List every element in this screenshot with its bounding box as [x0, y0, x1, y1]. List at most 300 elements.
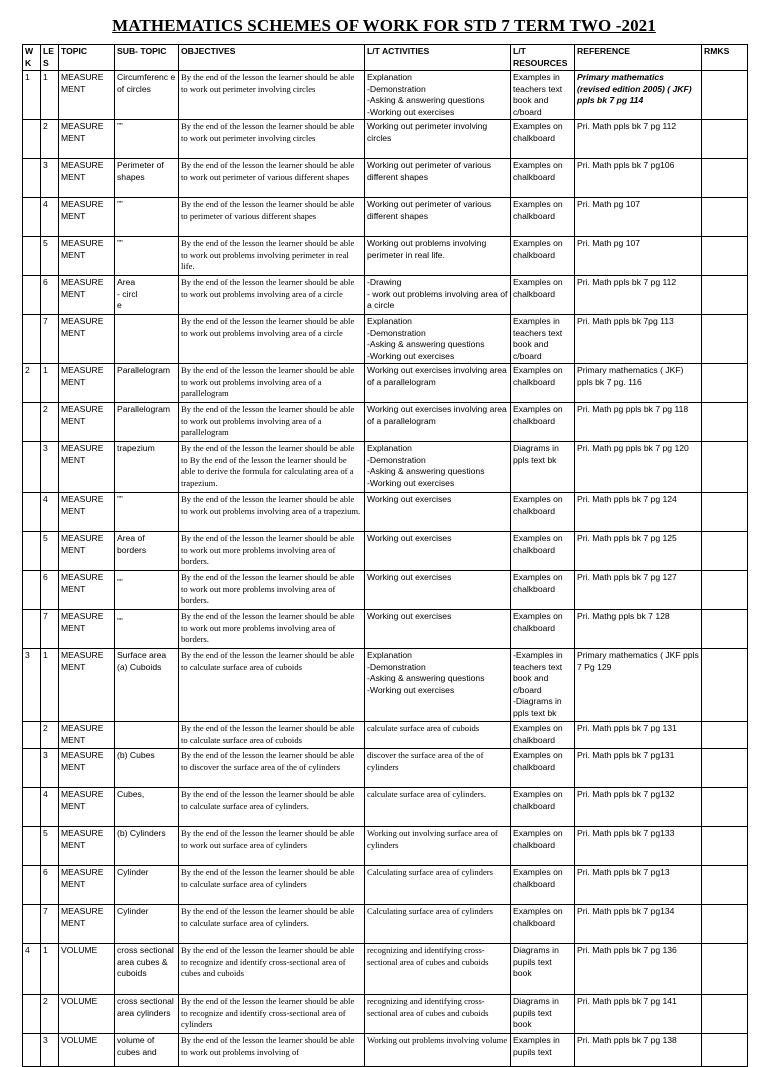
remarks-cell-text [704, 316, 745, 362]
week-cell-text: 4 [25, 945, 30, 955]
lesson-cell-text: 3 [43, 160, 48, 171]
resources-cell-text: Examples on chalkboard [513, 906, 563, 928]
lesson-cell-text: 2 [43, 723, 48, 733]
remarks-cell-text [704, 945, 745, 993]
topic-cell-text: MEASURE MENT [61, 238, 104, 260]
activities-cell [365, 71, 511, 120]
lesson-cell-text: 1 [43, 365, 48, 376]
activities-cell-text: Working out involving surface area of cylinders [367, 828, 498, 850]
activities-cell-text: Explanation -Demonstration -Asking & answering questions -Working out exercises [367, 650, 485, 695]
week-cell [23, 442, 41, 493]
week-cell-text [25, 443, 38, 491]
subtopic-cell [115, 364, 179, 403]
objectives-cell [179, 995, 365, 1034]
reference-cell [575, 827, 702, 866]
resources-cell [511, 995, 575, 1034]
reference-cell-text: Primary mathematics ( JKF ppls 7 Pg 129 [577, 650, 699, 672]
topic-cell [59, 749, 115, 788]
objectives-cell [179, 442, 365, 493]
reference-cell-text: Pri. Math ppls bk 7 pg133 [577, 828, 675, 838]
reference-cell-text: Pri. Math ppls bk 7 pg 124 [577, 494, 677, 505]
resources-cell-text: Examples in teachers text book and c/board [513, 72, 563, 117]
resources-cell [511, 749, 575, 788]
activities-cell-text: Explanation -Demonstration -Asking & answering questions -Working out exercises [367, 443, 485, 488]
lesson-cell [41, 237, 59, 276]
week-cell-text [25, 404, 38, 440]
subtopic-cell-text: Parallelogram [117, 365, 171, 376]
subtopic-cell-text: Area of borders [117, 533, 147, 555]
subtopic-cell [115, 159, 179, 198]
week-cell-text [25, 572, 38, 608]
remarks-cell-text [704, 867, 745, 903]
reference-cell-text: Pri. Math ppls bk 7 pg 125 [577, 533, 677, 544]
week-cell-text [25, 1035, 38, 1065]
table-row [23, 722, 748, 749]
reference-cell-text: Pri. Math ppls bk 7pg 113 [577, 316, 674, 327]
activities-cell-text: Working out exercises [367, 494, 452, 505]
topic-cell [59, 237, 115, 276]
subtopic-cell [115, 493, 179, 532]
remarks-cell [702, 610, 748, 649]
resources-cell [511, 944, 575, 995]
lesson-cell [41, 610, 59, 649]
subtopic-cell [115, 827, 179, 866]
objectives-cell [179, 120, 365, 159]
reference-cell-text: Primary mathematics ( JKF) ppls bk 7 pg. 116 [577, 365, 684, 387]
remarks-cell [702, 749, 748, 788]
remarks-cell [702, 995, 748, 1034]
remarks-cell-text [704, 828, 745, 864]
table-row [23, 749, 748, 788]
objectives-cell-text: By the end of the lesson the learner should be able to recognize and identify cross-sectional area of cylinders [181, 996, 355, 1030]
topic-cell-text: MEASURE MENT [61, 316, 104, 338]
week-cell [23, 532, 41, 571]
reference-cell [575, 442, 702, 493]
subtopic-cell [115, 944, 179, 995]
activities-cell [365, 944, 511, 995]
objectives-cell [179, 493, 365, 532]
objectives-cell-text: By the end of the lesson the learner should be able to work out problems involving area of a circle [181, 277, 355, 299]
reference-cell [575, 120, 702, 159]
subtopic-cell-text: ”” [117, 494, 123, 505]
lesson-cell [41, 749, 59, 788]
header-reference: REFERENCE [575, 45, 702, 71]
topic-cell-text: MEASURE MENT [61, 494, 104, 516]
lesson-cell [41, 866, 59, 905]
activities-cell [365, 1034, 511, 1067]
objectives-cell [179, 71, 365, 120]
topic-cell-text: MEASURE MENT [61, 572, 104, 594]
remarks-cell [702, 827, 748, 866]
resources-cell [511, 1034, 575, 1067]
lesson-cell-text: 2 [43, 121, 48, 132]
week-cell-text [25, 160, 38, 196]
week-cell [23, 198, 41, 237]
table-row [23, 610, 748, 649]
resources-cell [511, 827, 575, 866]
topic-cell-text: MEASURE MENT [61, 906, 104, 928]
resources-cell [511, 315, 575, 364]
remarks-cell [702, 722, 748, 749]
subtopic-cell [115, 649, 179, 722]
objectives-cell-text: By the end of the lesson the learner should be able to work out problems involving area of a trapezium. [181, 494, 361, 516]
reference-cell [575, 159, 702, 198]
week-cell [23, 120, 41, 159]
week-cell-text [25, 121, 38, 157]
week-cell [23, 788, 41, 827]
reference-cell-text: Pri. Math pg 107 [577, 199, 641, 210]
remarks-cell-text [704, 160, 745, 196]
table-row [23, 944, 748, 995]
header-topic: TOPIC [59, 45, 115, 71]
table-row [23, 120, 748, 159]
remarks-cell-text [704, 238, 745, 274]
activities-cell [365, 493, 511, 532]
activities-cell [365, 788, 511, 827]
lesson-cell-text: 2 [43, 996, 48, 1006]
remarks-cell [702, 364, 748, 403]
week-cell [23, 649, 41, 722]
resources-cell [511, 159, 575, 198]
subtopic-cell [115, 1034, 179, 1067]
reference-cell [575, 905, 702, 944]
topic-cell-text: VOLUME [61, 996, 98, 1006]
topic-cell-text: MEASURE MENT [61, 723, 104, 745]
topic-cell [59, 315, 115, 364]
resources-cell [511, 788, 575, 827]
reference-cell [575, 571, 702, 610]
lesson-cell [41, 159, 59, 198]
objectives-cell [179, 1034, 365, 1067]
reference-cell [575, 995, 702, 1034]
lesson-cell-text: 1 [43, 72, 48, 83]
week-cell [23, 995, 41, 1034]
objectives-cell [179, 315, 365, 364]
objectives-cell [179, 749, 365, 788]
resources-cell-text: Examples on chalkboard [513, 828, 563, 850]
reference-cell-text: Pri. Math ppls bk 7 pg 131 [577, 723, 677, 733]
objectives-cell-text: By the end of the lesson the learner should be able to work out problems involving perimeter in real life. [181, 238, 355, 272]
resources-cell-text: Examples in pupils text [513, 1035, 560, 1057]
remarks-cell-text [704, 121, 745, 157]
activities-cell-text: Working out exercises involving area of a parallelogram [367, 365, 507, 387]
objectives-cell [179, 610, 365, 649]
topic-cell-text: VOLUME [61, 1035, 98, 1045]
week-cell [23, 364, 41, 403]
objectives-cell [179, 866, 365, 905]
objectives-cell-text: By the end of the lesson the learner should be able to work out perimeter of various different shapes [181, 160, 355, 182]
subtopic-cell-text: cross sectional area cylinders [117, 996, 174, 1018]
activities-cell [365, 442, 511, 493]
activities-cell [365, 315, 511, 364]
subtopic-cell-text: Cylinder [117, 867, 149, 877]
activities-cell [365, 120, 511, 159]
lesson-cell [41, 120, 59, 159]
reference-cell-text: Pri. Math ppls bk 7 pg106 [577, 160, 675, 171]
remarks-cell-text [704, 365, 745, 401]
subtopic-cell-text: (b) Cylinders [117, 828, 166, 838]
week-cell [23, 403, 41, 442]
lesson-cell-text: 5 [43, 533, 48, 544]
objectives-cell [179, 276, 365, 315]
subtopic-cell [115, 722, 179, 749]
topic-cell [59, 276, 115, 315]
subtopic-cell-text: Parallelogram [117, 404, 171, 415]
remarks-cell [702, 571, 748, 610]
objectives-cell-text: By the end of the lesson the learner should be able to work out perimeter involving circles [181, 121, 355, 143]
subtopic-cell-text: „„ [117, 611, 123, 621]
lesson-cell-text: 7 [43, 611, 48, 621]
lesson-cell [41, 71, 59, 120]
objectives-cell [179, 571, 365, 610]
reference-cell [575, 722, 702, 749]
resources-cell [511, 905, 575, 944]
table-row [23, 827, 748, 866]
subtopic-cell-text: Cylinder [117, 906, 149, 916]
objectives-cell-text: By the end of the lesson the learner should be able to calculate surface area of cylinders [181, 867, 355, 889]
lesson-cell-text: 1 [43, 945, 48, 955]
remarks-cell [702, 905, 748, 944]
subtopic-cell [115, 610, 179, 649]
week-cell-text [25, 750, 38, 786]
topic-cell-text: MEASURE MENT [61, 828, 104, 850]
week-cell-text [25, 828, 38, 864]
topic-cell-text: MEASURE MENT [61, 443, 104, 465]
subtopic-cell-text: ”” [117, 121, 123, 132]
topic-cell [59, 159, 115, 198]
reference-cell-text: Pri. Math pg ppls bk 7 pg 118 [577, 404, 689, 415]
objectives-cell [179, 722, 365, 749]
topic-cell-text: VOLUME [61, 945, 98, 955]
topic-cell [59, 610, 115, 649]
week-cell [23, 315, 41, 364]
resources-cell-text: Examples in teachers text book and c/board [513, 316, 563, 361]
table-row [23, 571, 748, 610]
subtopic-cell [115, 532, 179, 571]
reference-cell [575, 403, 702, 442]
remarks-cell-text [704, 650, 745, 720]
table-row [23, 866, 748, 905]
lesson-cell-text: 7 [43, 316, 48, 327]
objectives-cell-text: By the end of the lesson the learner should be able to work out problems involving area of a parallelogram [181, 365, 355, 399]
topic-cell-text: MEASURE MENT [61, 789, 104, 811]
week-cell [23, 237, 41, 276]
topic-cell [59, 198, 115, 237]
header-remarks: RMKS [702, 45, 748, 71]
resources-cell-text: Diagrams in pupils text book [513, 996, 559, 1030]
week-cell-text [25, 867, 38, 903]
reference-cell [575, 649, 702, 722]
topic-cell-text: MEASURE MENT [61, 650, 104, 672]
remarks-cell-text [704, 494, 745, 530]
remarks-cell [702, 944, 748, 995]
lesson-cell [41, 198, 59, 237]
header-resources: L/T RESOURCES [511, 45, 575, 71]
resources-cell [511, 532, 575, 571]
remarks-cell-text [704, 277, 745, 313]
remarks-cell [702, 276, 748, 315]
week-cell [23, 571, 41, 610]
subtopic-cell-text: „„ [117, 572, 123, 583]
remarks-cell [702, 442, 748, 493]
lesson-cell-text: 6 [43, 867, 48, 877]
activities-cell [365, 649, 511, 722]
resources-cell [511, 403, 575, 442]
table-row [23, 532, 748, 571]
reference-cell [575, 315, 702, 364]
remarks-cell-text [704, 996, 745, 1032]
activities-cell-text: Working out problems involving volume [367, 1035, 508, 1045]
resources-cell-text: Diagrams in pupils text book [513, 945, 559, 979]
topic-cell [59, 788, 115, 827]
header-lesson: LE S [41, 45, 59, 71]
reference-cell-text: Pri. Mathg ppls bk 7 128 [577, 611, 670, 621]
objectives-cell [179, 198, 365, 237]
subtopic-cell-text: Perimeter of shapes [117, 160, 164, 182]
objectives-cell [179, 403, 365, 442]
subtopic-cell-text: ”” [117, 238, 123, 249]
activities-cell-text: Working out exercises [367, 611, 452, 621]
reference-cell-text: Pri. Math pg 107 [577, 238, 641, 249]
subtopic-cell-text: Surface area (a) Cuboids [117, 650, 167, 672]
lesson-cell-text: 2 [43, 404, 48, 415]
reference-cell-text: Pri. Math ppls bk 7 pg 136 [577, 945, 677, 955]
objectives-cell-text: By the end of the lesson the learner should be able to work out perimeter involving circles [181, 72, 355, 94]
topic-cell-text: MEASURE MENT [61, 277, 104, 299]
reference-cell-text: Pri. Math ppls bk 7 pg134 [577, 906, 675, 916]
remarks-cell [702, 1034, 748, 1067]
remarks-cell-text [704, 1035, 745, 1065]
remarks-cell [702, 403, 748, 442]
reference-cell-text: Pri. Math ppls bk 7 pg 112 [577, 121, 677, 132]
resources-cell-text: Examples on chalkboard [513, 199, 563, 221]
activities-cell-text: Explanation -Demonstration -Asking & answering questions -Working out exercises [367, 316, 485, 361]
objectives-cell-text: By the end of the lesson the learner should be able to work out more problems involving area of borders. [181, 572, 355, 606]
subtopic-cell-text [117, 723, 176, 747]
subtopic-cell [115, 120, 179, 159]
resources-cell [511, 722, 575, 749]
resources-cell-text: Examples on chalkboard [513, 494, 563, 516]
activities-cell [365, 198, 511, 237]
remarks-cell [702, 315, 748, 364]
lesson-cell-text: 5 [43, 238, 48, 249]
week-cell [23, 905, 41, 944]
subtopic-cell [115, 788, 179, 827]
week-cell-text [25, 906, 38, 942]
topic-cell-text: MEASURE MENT [61, 750, 104, 772]
reference-cell [575, 237, 702, 276]
table-row [23, 315, 748, 364]
week-cell [23, 827, 41, 866]
topic-cell-text: MEASURE MENT [61, 867, 104, 889]
table-row [23, 364, 748, 403]
activities-cell-text: Working out exercises involving area of a parallelogram [367, 404, 507, 426]
reference-cell-text: Pri. Math ppls bk 7 pg 141 [577, 996, 677, 1006]
remarks-cell-text [704, 906, 745, 942]
lesson-cell [41, 364, 59, 403]
lesson-cell-text: 3 [43, 1035, 48, 1045]
subtopic-cell [115, 198, 179, 237]
activities-cell [365, 364, 511, 403]
activities-cell-text: Calculating surface area of cylinders [367, 867, 493, 877]
lesson-cell [41, 315, 59, 364]
lesson-cell-text: 4 [43, 199, 48, 210]
lesson-cell-text: 3 [43, 750, 48, 760]
subtopic-cell [115, 866, 179, 905]
resources-cell-text: Examples on chalkboard [513, 160, 563, 182]
table-row [23, 493, 748, 532]
activities-cell-text: Working out problems involving perimeter in real life. [367, 238, 487, 260]
table-row [23, 159, 748, 198]
header-activities: L/T ACTIVITIES [365, 45, 511, 71]
subtopic-cell [115, 749, 179, 788]
reference-cell [575, 866, 702, 905]
remarks-cell [702, 159, 748, 198]
subtopic-cell [115, 905, 179, 944]
objectives-cell [179, 649, 365, 722]
lesson-cell [41, 944, 59, 995]
subtopic-cell [115, 237, 179, 276]
week-cell-text [25, 238, 38, 274]
activities-cell [365, 610, 511, 649]
activities-cell [365, 532, 511, 571]
remarks-cell-text [704, 611, 745, 647]
reference-cell-text: Pri. Math ppls bk 7 pg132 [577, 789, 675, 799]
reference-cell-text: Pri. Math pg ppls bk 7 pg 120 [577, 443, 689, 454]
activities-cell-text: Explanation -Demonstration -Asking & answering questions -Working out exercises [367, 72, 485, 117]
resources-cell [511, 237, 575, 276]
lesson-cell-text: 4 [43, 494, 48, 505]
topic-cell [59, 905, 115, 944]
objectives-cell-text: By the end of the lesson the learner should be able to work out surface area of cylinders [181, 828, 355, 850]
subtopic-cell-text: cross sectional area cubes & cuboids [117, 945, 174, 979]
resources-cell-text: Examples on chalkboard [513, 723, 563, 745]
subtopic-cell [115, 276, 179, 315]
subtopic-cell-text: volume of cubes and [117, 1035, 157, 1057]
subtopic-cell [115, 442, 179, 493]
week-cell [23, 276, 41, 315]
resources-cell-text: Examples on chalkboard [513, 611, 563, 633]
remarks-cell [702, 649, 748, 722]
resources-cell-text: Examples on chalkboard [513, 277, 563, 299]
topic-cell-text: MEASURE MENT [61, 365, 104, 387]
activities-cell [365, 995, 511, 1034]
resources-cell-text: Examples on chalkboard [513, 238, 563, 260]
topic-cell [59, 120, 115, 159]
lesson-cell-text: 3 [43, 443, 48, 454]
week-cell-text [25, 996, 38, 1032]
week-cell [23, 722, 41, 749]
resources-cell-text: Examples on chalkboard [513, 789, 563, 811]
objectives-cell-text: By the end of the lesson the learner should be able to work out more problems involving area of borders. [181, 533, 355, 567]
objectives-cell-text: By the end of the lesson the learner should be able to recognize and identify cross-sectional area of cubes and cuboids [181, 945, 355, 979]
remarks-cell-text [704, 72, 745, 118]
topic-cell [59, 866, 115, 905]
table-row [23, 276, 748, 315]
reference-cell [575, 198, 702, 237]
table-row [23, 442, 748, 493]
lesson-cell-text: 7 [43, 906, 48, 916]
table-row [23, 198, 748, 237]
objectives-cell [179, 788, 365, 827]
subtopic-cell [115, 571, 179, 610]
lesson-cell [41, 722, 59, 749]
week-cell-text [25, 533, 38, 569]
objectives-cell [179, 159, 365, 198]
objectives-cell-text: By the end of the lesson the learner should be able to calculate surface area of cuboids [181, 650, 355, 672]
activities-cell-text: Working out perimeter of various different shapes [367, 160, 492, 182]
activities-cell [365, 866, 511, 905]
